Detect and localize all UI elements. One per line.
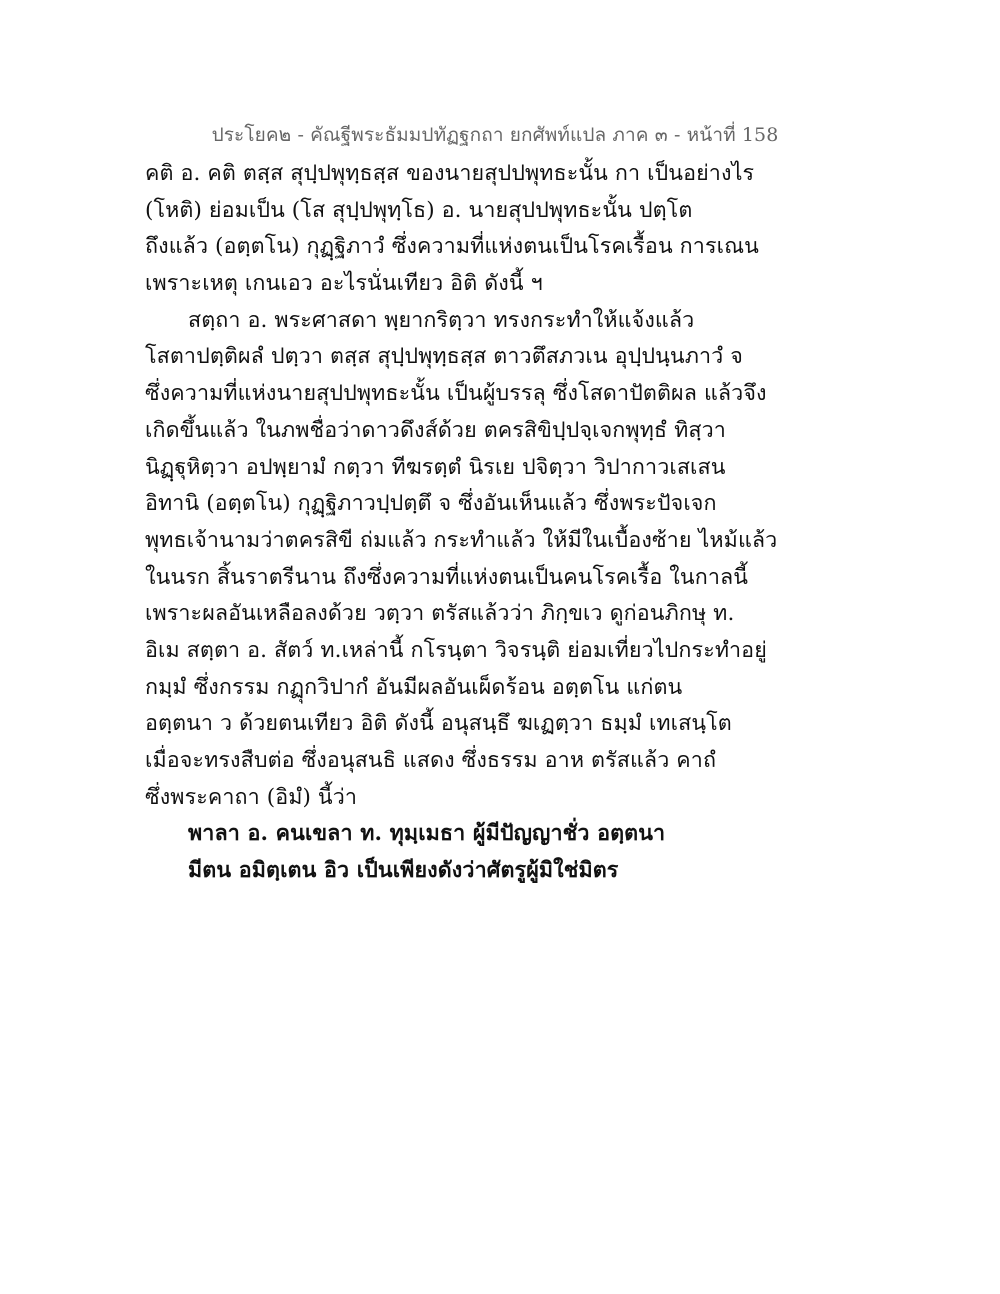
text-line: ซึ่งพระคาถา (อิมํ) นี้ว่า: [145, 784, 358, 810]
text-line: ซึ่งความที่แห่งนายสุปปพุทธะนั้น เป็นผู้บรรลุ ซึ่งโสดาปัตติผล แล้วจึง: [145, 381, 767, 407]
text-line: สตฺถา อ. พระศาสดา พฺยากริตฺวา ทรงกระทำให้แจ้งแล้ว: [188, 307, 695, 333]
text-line: พุทธเจ้านามว่าตครสิขี ถ่มแล้ว กระทำแล้ว ให้มีในเบื้องซ้าย ไหม้แล้ว: [145, 527, 778, 553]
text-line: คติ อ. คติ ตสฺส สุปฺปพุทฺธสฺส ของนายสุปปพุทธะนั้น กา เป็นอย่างไร: [145, 161, 755, 186]
text-line: เพราะผลอันเหลือลงด้วย วตฺวา ตรัสแล้วว่า ภิกฺขเว ดูก่อนภิกษุ ท.: [145, 601, 735, 627]
text-line: เพราะเหตุ เกนเอว อะไรนั่นเทียว อิติ ดังนี้ ฯ: [145, 271, 543, 297]
text-line: เกิดขึ้นแล้ว ในภพชื่อว่าดาวดึงส์ด้วย ตครสิขิปฺปจฺเจกพุทฺธํ ทิสฺวา: [145, 417, 726, 443]
text-line: นิฏฺฐุหิตฺวา อปพฺยามํ กตฺวา ทีฆรตฺตํ นิรเย ปจิตฺวา วิปากาวเสเสน: [145, 454, 726, 480]
verse-line: มีตน อมิตฺเตน อิว เป็นเพียงดังว่าศัตรูผู้มิใช่มิตร: [188, 858, 619, 884]
text-line: ถึงแล้ว (อตฺตโน) กุฏฺฐิภาวํ ซึ่งความที่แห่งตนเป็นโรคเรื้อน การเณน: [145, 234, 759, 260]
text-line: อิทานิ (อตฺตโน) กุฏฺฐิภาวปฺปตฺตึ จ ซึ่งอันเห็นแล้ว ซึ่งพระปัจเจก: [145, 491, 717, 517]
page-header: ประโยค๒ - คัณฐีพระธัมมปทัฏฐกถา ยกศัพท์แปล ภาค ๓ - หน้าที่ 158: [211, 124, 779, 146]
text-line: อตฺตนา ว ด้วยตนเทียว อิติ ดังนี้ อนุสนฺธึ ฆเฏตฺวา ธมฺมํ เทเสนฺโต: [145, 711, 732, 737]
text-line: อิเม สตฺตา อ. สัตว์ ท.เหล่านี้ กโรนฺตา วิจรนฺติ ย่อมเที่ยวไปกระทำอยู่: [145, 637, 767, 663]
text-line: กมฺมํ ซึ่งกรรม กฏุกวิปากํ อันมีผลอันเผ็ดร้อน อตฺตโน แก่ตน: [145, 674, 683, 700]
text-line: เมื่อจะทรงสืบต่อ ซึ่งอนุสนธิ แสดง ซึ่งธรรม อาห ตรัสแล้ว คาถํ: [145, 748, 717, 773]
text-line: (โหติ) ย่อมเป็น (โส สุปฺปพุทฺโธ) อ. นายสุปปพุทธะนั้น ปตฺโต: [145, 197, 693, 223]
verse-line: พาลา อ. คนเขลา ท. ทุมฺเมธา ผู้มีปัญญาชั่ว อตฺตนา: [188, 821, 666, 847]
body-text: [145, 156, 865, 890]
text-line: โสตาปตฺติผลํ ปตฺวา ตสฺส สุปฺปพุทฺธสฺส ตาวตึสภวเน อุปฺปนฺนภาวํ จ: [145, 344, 743, 370]
text-line: ในนรก สิ้นราตรีนาน ถึงซึ่งความที่แห่งตนเป็นคนโรคเรื้อ ในกาลนี้: [145, 564, 749, 590]
